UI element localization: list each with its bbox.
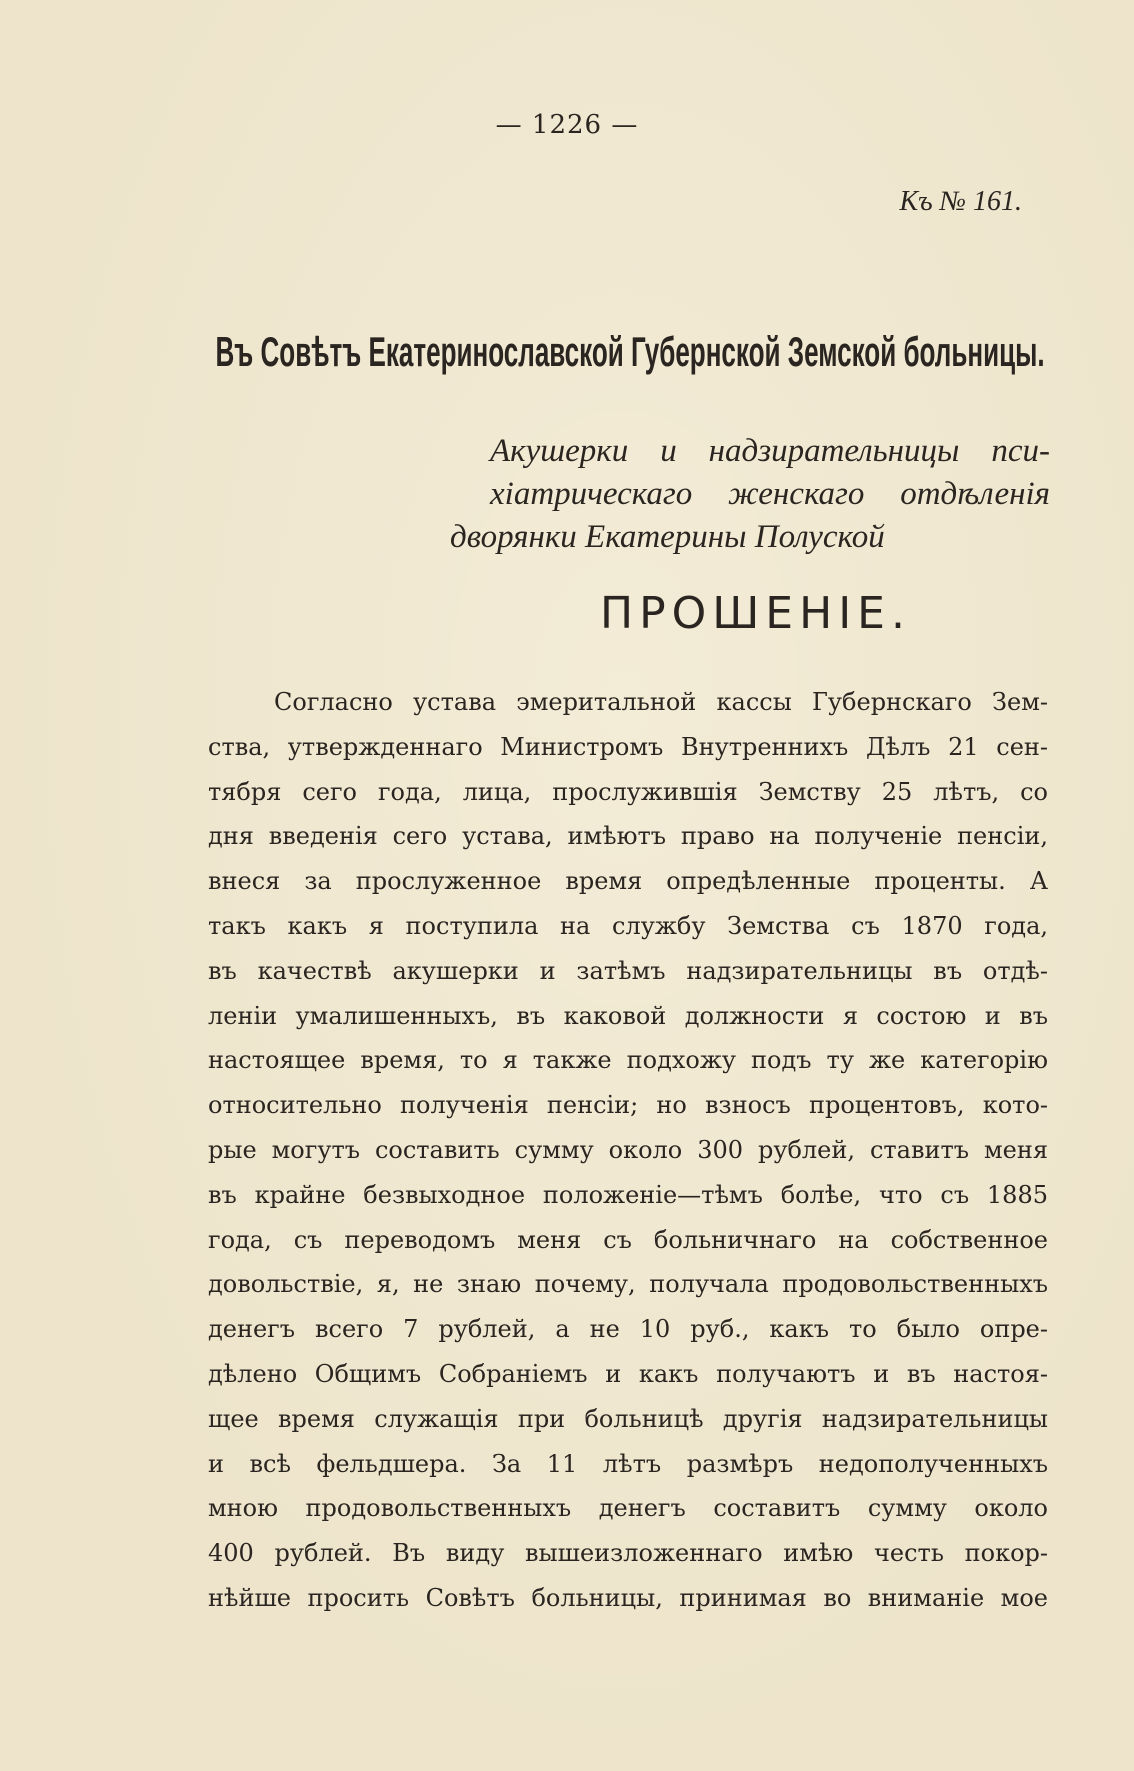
body-line: ства, утвержденнаго Министромъ Внутреннихъ Дѣлъ 21 сен- [208,732,1048,761]
body-line: дѣлено Общимъ Собраніемъ и какъ получаютъ и въ настоя- [208,1359,1048,1388]
addressee-heading: Въ Совѣтъ Екатеринославской Губернской Земской больницы. [215,328,1045,375]
body-line: леніи умалишенныхъ, въ каковой должности я состою и въ [208,1001,1048,1030]
page-number: — 1226 — [495,110,639,140]
body-line: въ крайне безвыходное положеніе—тѣмъ болѣе, что съ 1885 [208,1180,1048,1209]
body-line: денегъ всего 7 рублей, а не 10 руб., какъ то было опре- [208,1315,1048,1344]
body-line: нѣйше просить Совѣтъ больницы, принимая во вниманіе мое [208,1583,1048,1612]
body-line: и всѣ фельдшера. За 11 лѣтъ размѣръ недополученныхъ [208,1449,1048,1478]
body-line: довольствіе, я, не знаю почему, получала продовольственныхъ [208,1270,1048,1299]
sender-line: хіатрическаго женскаго отдѣленія [490,476,1050,512]
body-line: въ качествѣ акушерки и затѣмъ надзирательницы въ отдѣ- [208,956,1048,985]
sender-block [450,430,1050,559]
body-line: настоящее время, то я также подхожу подъ ту же категорію [208,1046,1048,1075]
body-line: Согласно устава эмеритальной кассы Губернскаго Зем- [274,688,1048,716]
body-line: года, съ переводомъ меня съ больничнаго на собственное [208,1225,1048,1254]
body-line: щее время служащія при больницѣ другія надзирательницы [208,1404,1048,1433]
body-line: внеся за прослуженное время опредѣленные проценты. А [208,867,1048,896]
body-line: рые могутъ составить сумму около 300 рублей, ставитъ меня [208,1135,1048,1164]
body-line: относительно полученія пенсіи; но взносъ процентовъ, кото- [208,1091,1048,1120]
sender-line: дворянки Екатерины Полуской [450,519,885,555]
body-line: такъ какъ я поступила на службу Земства съ 1870 года, [208,911,1048,940]
reference-number: Къ № 161. [899,186,1022,217]
document-title: ПРОШЕНІЕ. [600,588,911,639]
body-line: тября сего года, лица, прослужившія Земству 25 лѣтъ, со [208,777,1048,806]
body-line: дня введенія сего устава, имѣютъ право на полученіе пенсіи, [208,822,1048,851]
body-line: 400 рублей. Въ виду вышеизложеннаго имѣю честь покор- [208,1539,1048,1568]
sender-line: Акушерки и надзирательницы пси- [490,433,1050,469]
body-line: мною продовольственныхъ денегъ составитъ сумму около [208,1494,1048,1523]
body-text [208,680,1048,1621]
